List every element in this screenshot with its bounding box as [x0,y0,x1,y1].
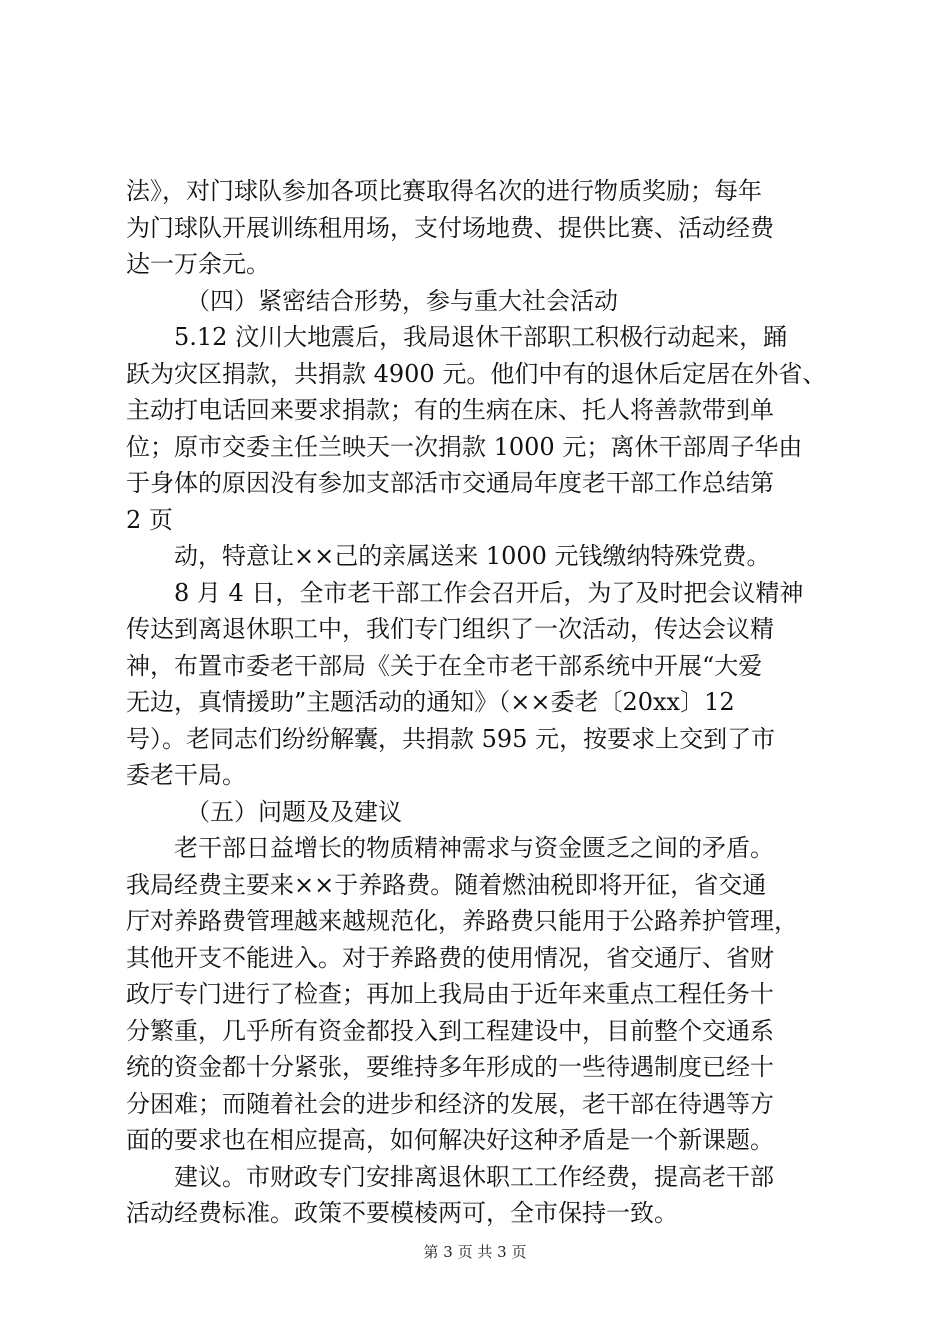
text-line: 5.12 汶川大地震后，我局退休干部职工积极行动起来，踊 [174,323,788,351]
text-line: 委老干局。 [126,761,246,789]
text-line: 面的要求也在相应提高，如何解决好这种矛盾是一个新课题。 [126,1126,774,1154]
text-line: 8 月 4 日，全市老干部工作会召开后，为了及时把会议精神 [174,578,804,607]
text-line: 政厅专门进行了检查；再加上我局由于近年来重点工程任务十 [126,980,774,1008]
section-heading: （五）问题及及建议 [186,797,402,826]
text-line: 号）。老同志们纷纷解囊，共捐款 595 元，按要求上交到了市 [126,724,776,753]
text-line: 我局经费主要来××于养路费。随着燃油税即将开征，省交通 [126,870,767,899]
text-line: 厅对养路费管理越来越规范化，养路费只能用于公路养护管理， [126,907,798,935]
text-line: 无边，真情援助”主题活动的通知》（××委老〔20xx〕12 [126,688,735,716]
section-heading: （四）紧密结合形势，参与重大社会活动 [186,286,618,315]
text-line: 为门球队开展训练租用场，支付场地费、提供比赛、活动经费 [126,213,774,242]
text-line: 达一万余元。 [126,250,270,278]
text-line: 2 页 [126,505,173,534]
text-line: 其他开支不能进入。对于养路费的使用情况，省交通厅、省财 [126,943,774,972]
text-line: 老干部日益增长的物质精神需求与资金匮乏之间的矛盾。 [174,834,774,862]
text-line: 建议。市财政专门安排离退休职工工作经费，提高老干部 [174,1162,774,1191]
page-footer: 第 3 页 共 3 页 [423,1243,527,1261]
text-line: 于身体的原因没有参加支部活市交通局年度老干部工作总结第 [126,469,774,497]
text-line: 分繁重，几乎所有资金都投入到工程建设中，目前整个交通系 [126,1016,774,1045]
text-line: 主动打电话回来要求捐款；有的生病在床、托人将善款带到单 [126,396,774,424]
text-line: 动，特意让××己的亲属送来 1000 元钱缴纳特殊党费。 [174,542,771,570]
text-line: 位；原市交委主任兰映天一次捐款 1000 元；离休干部周子华由 [126,432,803,461]
text-line: 神，布置市委老干部局《关于在全市老干部系统中开展“大爱 [126,651,763,680]
text-line: 分困难；而随着社会的进步和经济的发展，老干部在待遇等方 [126,1089,774,1118]
document-body [126,173,826,1232]
text-line: 传达到离退休职工中，我们专门组织了一次活动，传达会议精 [126,615,774,643]
text-line: 法》，对门球队参加各项比赛取得名次的进行物质奖励；每年 [126,177,762,205]
text-line: 活动经费标准。政策不要模棱两可，全市保持一致。 [126,1199,678,1227]
text-line: 跃为灾区捐款，共捐款 4900 元。他们中有的退休后定居在外省、 [126,359,827,388]
text-line: 统的资金都十分紧张，要维持多年形成的一些待遇制度已经十 [126,1053,774,1081]
